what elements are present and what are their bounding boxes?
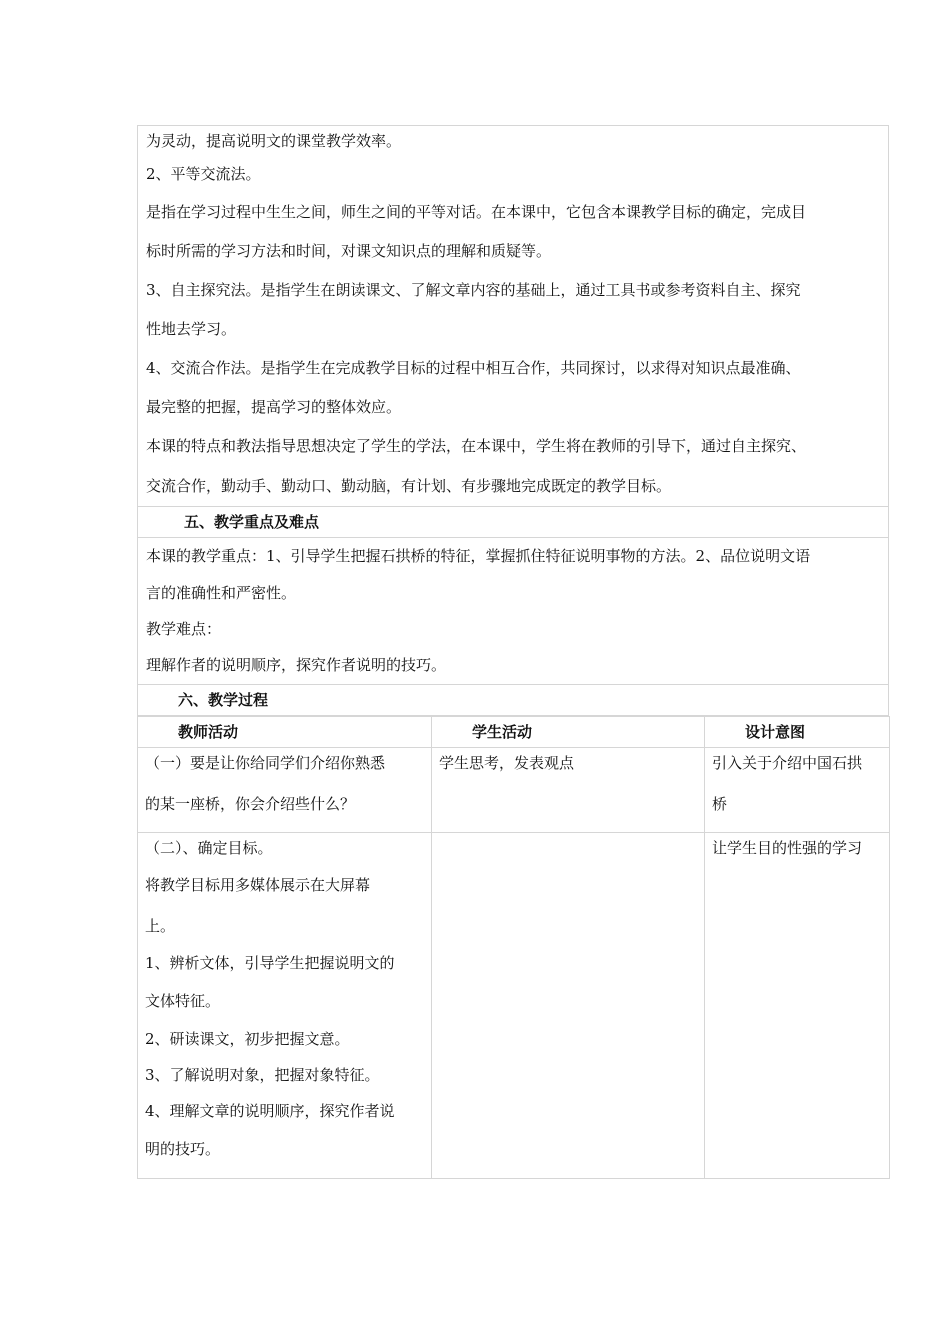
section6-heading-row bbox=[137, 685, 889, 716]
cell-text: 的某一座桥，你会介绍些什么？ bbox=[145, 795, 356, 813]
cell-text: 让学生目的性强的学习 bbox=[712, 839, 863, 857]
paragraph-line: 2、平等交流法。 bbox=[146, 165, 261, 183]
cell-text: 文体特征。 bbox=[145, 992, 221, 1010]
cell-text: 明的技巧。 bbox=[145, 1140, 221, 1158]
cell-text: 2、研读课文，初步把握文意。 bbox=[145, 1030, 350, 1048]
paragraph-line: 最完整的把握，提高学习的整体效应。 bbox=[146, 398, 402, 416]
teaching-process-table bbox=[137, 716, 890, 1179]
paragraph-line: 理解作者的说明顺序，探究作者说明的技巧。 bbox=[146, 656, 447, 674]
paragraph-line: 标时所需的学习方法和时间，对课文知识点的理解和质疑等。 bbox=[146, 242, 552, 260]
cell-text: （一）要是让你给同学们介绍你熟悉 bbox=[145, 754, 386, 772]
paragraph-line: 本课的特点和教法指导思想决定了学生的学法，在本课中，学生将在教师的引导下，通过自主探究、 bbox=[146, 437, 807, 455]
cell-text: 桥 bbox=[712, 795, 728, 813]
cell-text: 学生思考，发表观点 bbox=[439, 754, 575, 772]
table-row bbox=[138, 748, 890, 833]
section-heading: 五、教学重点及难点 bbox=[184, 513, 320, 531]
paragraph-line: 言的准确性和严密性。 bbox=[146, 584, 297, 602]
section-heading: 六、教学过程 bbox=[178, 691, 269, 709]
column-header: 学生活动 bbox=[432, 717, 705, 748]
paragraph-line: 教学难点： bbox=[146, 620, 222, 638]
table-row bbox=[138, 833, 890, 1179]
design-intent-cell bbox=[705, 833, 890, 1179]
teacher-activity-cell bbox=[138, 833, 432, 1179]
cell-text: 将教学目标用多媒体展示在大屏幕 bbox=[145, 876, 371, 894]
teaching-methods-block bbox=[137, 125, 889, 507]
section5-content bbox=[137, 538, 889, 685]
paragraph-line: 交流合作，勤动手、勤动口、勤动脑，有计划、有步骤地完成既定的教学目标。 bbox=[146, 477, 672, 495]
column-header: 教师活动 bbox=[138, 717, 432, 748]
cell-text: 3、了解说明对象，把握对象特征。 bbox=[145, 1066, 380, 1084]
student-activity-cell bbox=[432, 833, 705, 1179]
cell-text: 引入关于介绍中国石拱 bbox=[712, 754, 863, 772]
paragraph-line: 性地去学习。 bbox=[146, 320, 237, 338]
cell-text: （二）、确定目标。 bbox=[145, 839, 273, 857]
cell-text: 上。 bbox=[145, 917, 176, 935]
paragraph-line: 3、自主探究法。是指学生在朗读课文、了解文章内容的基础上，通过工具书或参考资料自主、探究 bbox=[146, 281, 801, 299]
student-activity-cell bbox=[432, 748, 705, 833]
paragraph-line: 是指在学习过程中生生之间，师生之间的平等对话。在本课中，它包含本课教学目标的确定，完成目 bbox=[146, 203, 807, 221]
paragraph-line: 本课的教学重点：1、引导学生把握石拱桥的特征，掌握抓住特征说明事物的方法。2、品位说明文语 bbox=[146, 547, 811, 565]
cell-text: 1、辨析文体，引导学生把握说明文的 bbox=[145, 954, 395, 972]
paragraph-line: 4、交流合作法。是指学生在完成教学目标的过程中相互合作，共同探讨，以求得对知识点最准确、 bbox=[146, 359, 801, 377]
document-page bbox=[137, 125, 889, 1179]
column-header: 设计意图 bbox=[705, 717, 890, 748]
table-header-row bbox=[138, 717, 890, 748]
cell-text: 4、理解文章的说明顺序，探究作者说 bbox=[145, 1102, 395, 1120]
design-intent-cell bbox=[705, 748, 890, 833]
paragraph-line: 为灵动，提高说明文的课堂教学效率。 bbox=[146, 132, 402, 150]
teacher-activity-cell bbox=[138, 748, 432, 833]
section5-heading-row bbox=[137, 507, 889, 538]
